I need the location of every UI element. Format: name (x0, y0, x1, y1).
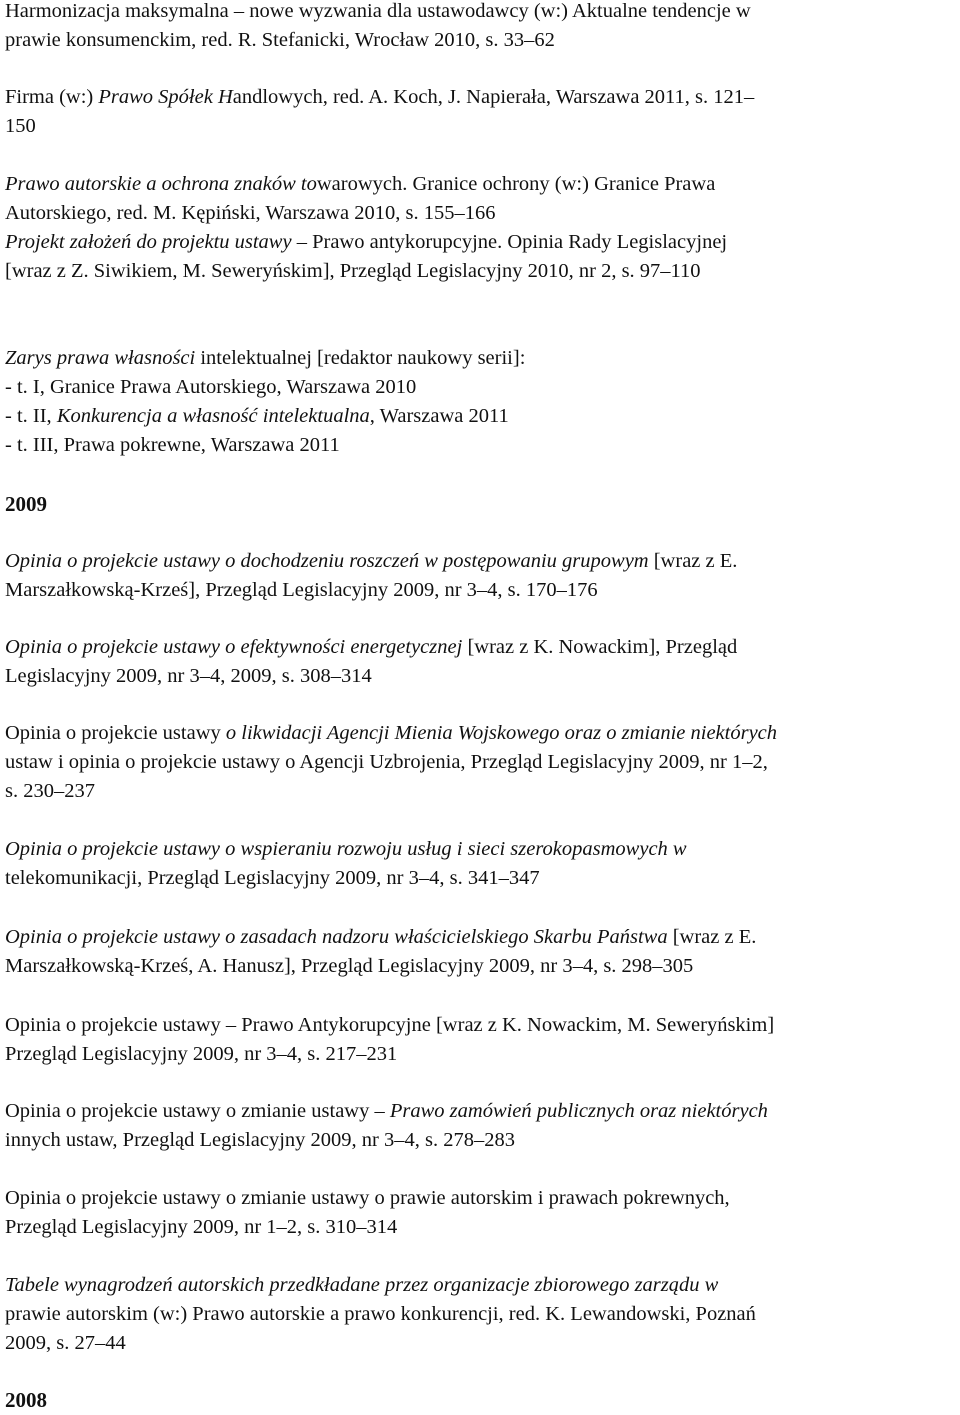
text-run: Firma (w:) (5, 86, 99, 108)
text-run: [wraz z K. Nowackim], Przegląd (462, 636, 738, 658)
citation-entry (5, 1184, 955, 1242)
year-heading: 2008 (5, 1388, 47, 1412)
citation-line (5, 1184, 955, 1213)
citation-line (5, 576, 955, 605)
text-run: 2009, s. 27–44 (5, 1332, 126, 1354)
text-run: - t. II, (5, 405, 57, 427)
citation-line (5, 1040, 955, 1069)
text-run: telekomunikacji, Przegląd Legislacyjny 2009, nr 3–4, s. 341–347 (5, 867, 540, 889)
citation-entry (5, 835, 955, 893)
citation-line (5, 373, 955, 402)
italic-title: Tabele wynagrodzeń autorskich przedkładane przez organizacje zbiorowego zarządu w (5, 1274, 719, 1296)
text-run: , Warszawa 2011 (369, 405, 509, 427)
citation-line (5, 719, 955, 748)
citation-line (5, 748, 955, 777)
citation-line (5, 547, 955, 576)
citation-entry (5, 228, 955, 286)
text-run: [wraz z Z. Siwikiem, M. Seweryńskim], Przegląd Legislacyjny 2010, nr 2, s. 97–110 (5, 260, 701, 282)
text-run: [wraz z E. (648, 550, 738, 572)
italic-title: Zarys prawa własności (5, 347, 196, 369)
citation-line (5, 0, 955, 26)
citation-entry (5, 719, 955, 806)
citation-line (5, 633, 955, 662)
italic-title: Opinia o projekcie ustawy o wspieraniu rozwoju usług i sieci szerokopasmowych w (5, 838, 687, 860)
text-run: prawie konsumenckim, red. R. Stefanicki, Wrocław 2010, s. 33–62 (5, 29, 555, 51)
citation-line (5, 228, 955, 257)
text-run: innych ustaw, Przegląd Legislacyjny 2009, nr 3–4, s. 278–283 (5, 1129, 515, 1151)
citation-entry (5, 633, 955, 691)
italic-title: Opinia o projekcie ustawy o zasadach nadzoru właścicielskiego Skarbu Państwa (5, 926, 668, 948)
text-run: Marszałkowską-Krześ, A. Hanusz], Przegląd Legislacyjny 2009, nr 3–4, s. 298–305 (5, 955, 694, 977)
text-run: - t. III, Prawa pokrewne, Warszawa 2011 (5, 434, 340, 456)
citation-entry (5, 344, 955, 460)
text-run: Przegląd Legislacyjny 2009, nr 1–2, s. 310–314 (5, 1216, 398, 1238)
citation-entry (5, 1011, 955, 1069)
italic-title: Prawo Spółek H (98, 86, 233, 108)
text-run: ustaw i opinia o projekcie ustawy o Agencji Uzbrojenia, Przegląd Legislacyjny 2009, nr 1–2, (5, 751, 768, 773)
citation-line (5, 864, 955, 893)
text-run: warowych. Granice ochrony (w:) Granice Prawa (316, 173, 716, 195)
citation-line (5, 777, 955, 806)
italic-title: Opinia o projekcie ustawy o efektywności energetycznej (5, 636, 463, 658)
citation-line (5, 83, 955, 112)
text-run: andlowych, red. A. Koch, J. Napierała, Warszawa 2011, s. 121– (232, 86, 755, 108)
citation-line (5, 170, 955, 199)
citation-line (5, 1271, 955, 1300)
italic-title: Prawo zamówień publicznych oraz niektórych (389, 1100, 768, 1122)
citation-entry (5, 547, 955, 605)
text-run: Opinia o projekcie ustawy (5, 722, 226, 744)
text-run: Autorskiego, red. M. Kępiński, Warszawa 2010, s. 155–166 (5, 202, 496, 224)
citation-entry (5, 83, 955, 141)
citation-line (5, 344, 955, 373)
citation-line (5, 1213, 955, 1242)
citation-line (5, 923, 955, 952)
text-run: Opinia o projekcie ustawy o zmianie ustawy – (5, 1100, 390, 1122)
citation-line (5, 952, 955, 981)
year-heading: 2009 (5, 492, 47, 516)
citation-line (5, 1011, 955, 1040)
text-run: Opinia o projekcie ustawy o zmianie ustawy o prawie autorskim i prawach pokrewnych, (5, 1187, 730, 1209)
citation-line (5, 199, 955, 228)
citation-line (5, 112, 955, 141)
citation-entry (5, 1271, 955, 1358)
text-run: prawie autorskim (w:) Prawo autorskie a prawo konkurencji, red. K. Lewandowski, Poznań (5, 1303, 756, 1325)
text-run: 150 (5, 115, 36, 137)
citation-line (5, 662, 955, 691)
citation-line (5, 1300, 955, 1329)
text-run: Legislacyjny 2009, nr 3–4, 2009, s. 308–314 (5, 665, 372, 687)
italic-title: Opinia o projekcie ustawy o dochodzeniu roszczeń w postępowaniu grupowym (5, 550, 649, 572)
text-run: intelektualnej [redaktor naukowy serii]: (195, 347, 526, 369)
citation-line (5, 431, 955, 460)
citation-entry (5, 1097, 955, 1155)
citation-line (5, 257, 955, 286)
citation-line (5, 835, 955, 864)
text-run: [wraz z E. (667, 926, 757, 948)
citation-entry (5, 0, 955, 55)
citation-line (5, 1329, 955, 1358)
italic-title: Konkurencja a własność intelektualna (56, 405, 370, 427)
text-run: Przegląd Legislacyjny 2009, nr 3–4, s. 217–231 (5, 1043, 398, 1065)
citation-line (5, 402, 955, 431)
citation-line (5, 26, 955, 55)
text-run: Opinia o projekcie ustawy – Prawo Antykorupcyjne [wraz z K. Nowackim, M. Seweryńskim] (5, 1014, 775, 1036)
text-run: - t. I, Granice Prawa Autorskiego, Warszawa 2010 (5, 376, 417, 398)
citation-line (5, 1097, 955, 1126)
text-run: Prawo antykorupcyjne. Opinia Rady Legislacyjnej (312, 231, 728, 253)
italic-title: o likwidacji Agencji Mienia Wojskowego oraz o zmianie niektórych (225, 722, 778, 744)
citation-entry (5, 170, 955, 228)
citation-entry (5, 923, 955, 981)
citation-line (5, 1126, 955, 1155)
text-run: Harmonizacja maksymalna – nowe wyzwania dla ustawodawcy (w:) Aktualne tendencje w (5, 0, 751, 22)
italic-title: Prawo autorskie a ochrona znaków to (5, 173, 317, 195)
italic-title: Projekt założeń do projektu ustawy – (5, 231, 313, 253)
text-run: Marszałkowską-Krześ], Przegląd Legislacyjny 2009, nr 3–4, s. 170–176 (5, 579, 598, 601)
text-run: s. 230–237 (5, 780, 95, 802)
